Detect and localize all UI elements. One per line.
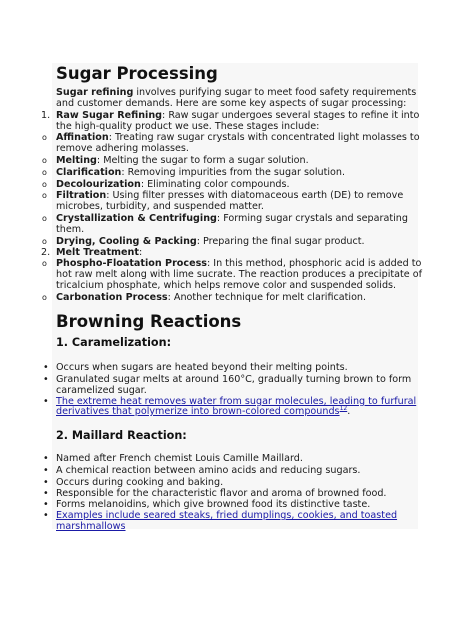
bullet: • <box>43 362 49 373</box>
decolourization-item: Decolourization: Eliminating color compounds. <box>56 179 290 190</box>
caramel-link[interactable]: derivatives that polymerize into brown-colored compounds <box>56 406 340 417</box>
crystallization-line-1: Crystallization & Centrifuging: Forming sugar crystals and separating <box>56 213 408 224</box>
citation-link[interactable]: 12 <box>339 405 348 412</box>
caramel-link-line-1[interactable]: The extreme heat removes water from sugar molecules, leading to furfural <box>56 396 417 407</box>
bullet: • <box>43 453 49 464</box>
filtration-line-2: microbes, turbidity, and suspended matter. <box>56 201 264 212</box>
caramel-bullet-1: Occurs when sugars are heated beyond their melting points. <box>56 362 348 373</box>
affination-line-2: remove adhering molasses. <box>56 143 189 154</box>
clarification-item: Clarification: Removing impurities from the sugar solution. <box>56 167 346 178</box>
list-marker: 2. <box>41 247 51 258</box>
list-marker: o <box>42 168 47 177</box>
crystallization-line-2: them. <box>56 224 85 235</box>
bullet: • <box>43 488 49 499</box>
maillard-bullet-5: Forms melanoidins, which give browned food its distinctive taste. <box>56 499 371 510</box>
maillard-link-line-1[interactable]: Examples include seared steaks, fried dumplings, cookies, and toasted <box>56 510 398 521</box>
maillard-heading: 2. Maillard Reaction: <box>56 429 187 442</box>
maillard-link-line-2[interactable]: marshmallows <box>56 521 126 532</box>
melting-item: Melting: Melting the sugar to form a sugar solution. <box>56 155 309 166</box>
list-marker: o <box>42 156 47 165</box>
intro-line-1: Sugar refining involves purifying sugar to meet food safety requirements <box>56 87 417 98</box>
section-title: Browning Reactions <box>56 312 242 331</box>
bullet: • <box>43 510 49 521</box>
bullet: • <box>43 465 49 476</box>
intro-line-2: and customer demands. Here are some key aspects of sugar processing: <box>56 98 407 109</box>
step1-line-1: Raw Sugar Refining: Raw sugar undergoes several stages to refine it into <box>56 110 420 121</box>
phospho-line-3: tricalcium phosphate, which helps remove color and suspended solids. <box>56 280 397 291</box>
caramel-bullet-2-line-1: Granulated sugar melts at around 160°C, gradually turning brown to form <box>56 374 412 385</box>
list-marker: o <box>42 259 47 268</box>
caramelization-heading: 1. Caramelization: <box>56 336 172 349</box>
list-marker: o <box>42 191 47 200</box>
list-marker: 1. <box>41 110 51 121</box>
drying-item: Drying, Cooling & Packing: Preparing the final sugar product. <box>56 236 365 247</box>
bullet: • <box>43 374 49 385</box>
maillard-bullet-3: Occurs during cooking and baking. <box>56 477 224 488</box>
affination-line-1: Affination: Treating raw sugar crystals with concentrated light molasses to <box>56 132 420 143</box>
step1-line-2: the high-quality product we use. These stages include: <box>56 121 320 132</box>
bullet: • <box>43 477 49 488</box>
bullet: • <box>43 396 49 407</box>
filtration-line-1: Filtration: Using filter presses with diatomaceous earth (DE) to remove <box>56 190 404 201</box>
maillard-bullet-1: Named after French chemist Louis Camille Maillard. <box>56 453 303 464</box>
bullet: • <box>43 499 49 510</box>
maillard-bullet-4: Responsible for the characteristic flavor and aroma of browned food. <box>56 488 387 499</box>
page-title: Sugar Processing <box>56 64 218 83</box>
caramel-bullet-2-line-2: caramelized sugar. <box>56 385 147 396</box>
phospho-line-2: hot raw melt along with lime sucrate. The reaction produces a precipitate of <box>56 269 422 280</box>
list-marker: o <box>42 214 47 223</box>
phospho-line-1: Phospho-Floatation Process: In this method, phosphoric acid is added to <box>56 258 422 269</box>
caramel-link-line-2: derivatives that polymerize into brown-colored compounds$^{12}$. <box>56 405 351 417</box>
step2-item: Melt Treatment: <box>56 247 143 258</box>
list-marker: o <box>42 180 47 189</box>
carbonation-item: Carbonation Process: Another technique for melt clarification. <box>56 292 367 303</box>
list-marker: o <box>42 293 47 302</box>
list-marker: o <box>42 237 47 246</box>
maillard-bullet-2: A chemical reaction between amino acids and reducing sugars. <box>56 465 361 476</box>
list-marker: o <box>42 133 47 142</box>
